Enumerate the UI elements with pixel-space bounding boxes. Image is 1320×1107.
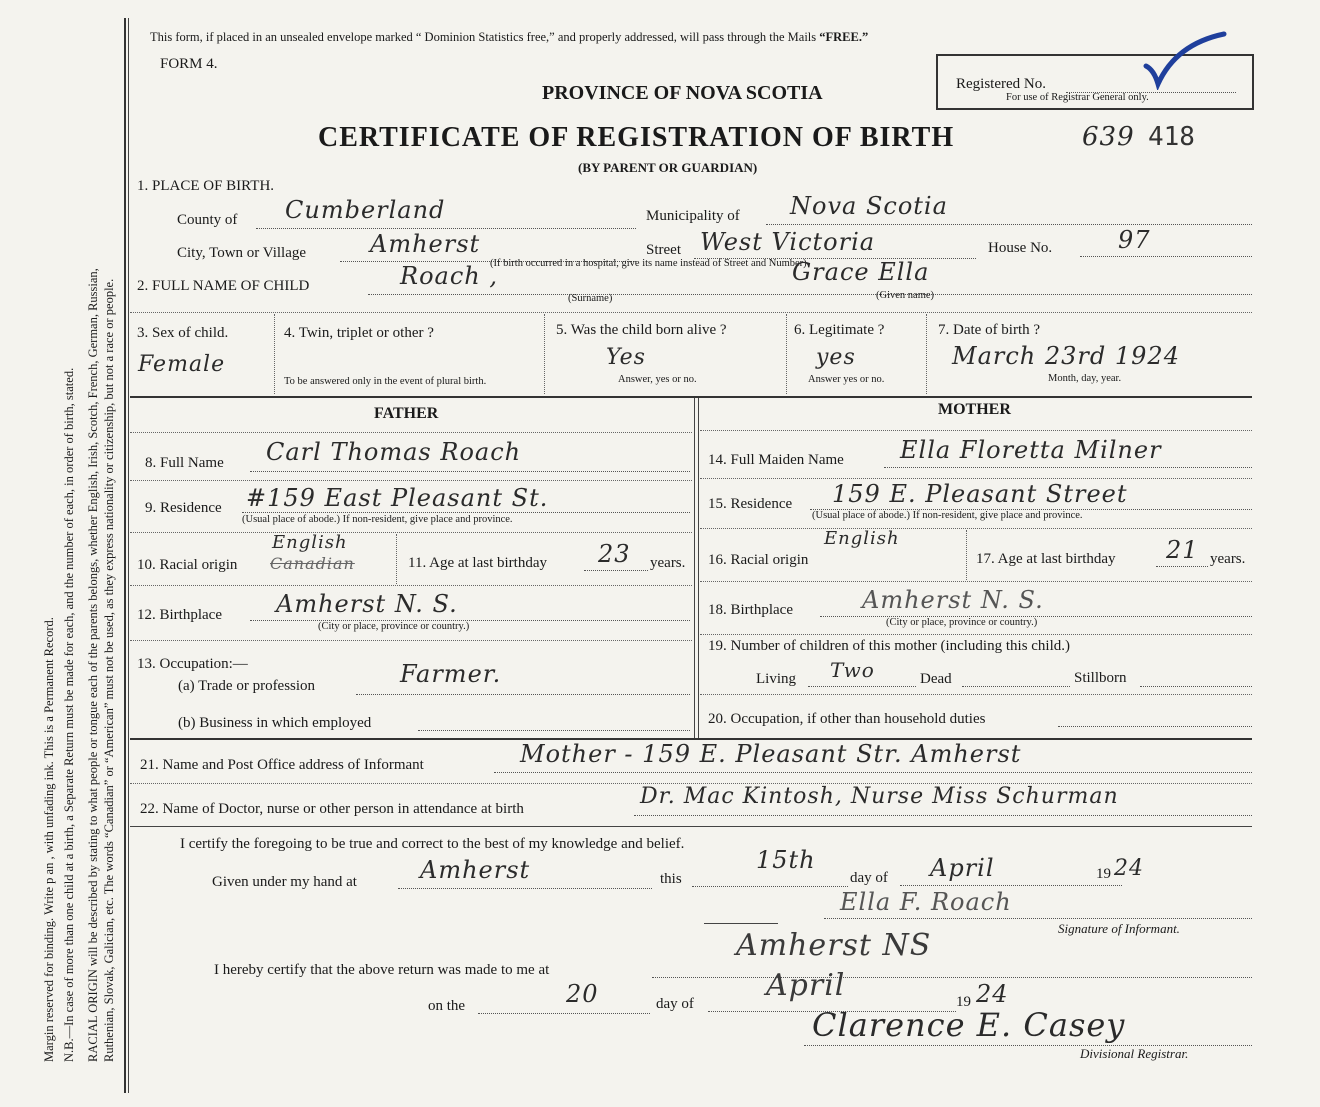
county-value: Cumberland bbox=[285, 196, 446, 224]
father-name-label: 8. Full Name bbox=[145, 455, 224, 471]
legitimate-label: 6. Legitimate ? bbox=[794, 322, 885, 338]
mother-children-label: 19. Number of children of this mother (including this child.) bbox=[708, 638, 1071, 654]
mother-birthplace-value: Amherst N. S. bbox=[862, 586, 1044, 614]
postal-free: “FREE.” bbox=[819, 30, 869, 44]
alive-label: 5. Was the child born alive ? bbox=[556, 322, 727, 338]
given-month-value: April bbox=[930, 854, 995, 882]
living-label: Living bbox=[756, 671, 796, 687]
given-day-line bbox=[692, 886, 848, 887]
father-birthplace-line bbox=[250, 620, 690, 621]
living-line bbox=[808, 686, 916, 687]
doctor-value: Dr. Mac Kintosh, Nurse Miss Schurman bbox=[640, 784, 1119, 809]
doctor-line bbox=[634, 815, 1252, 816]
father-residence-line bbox=[242, 512, 690, 513]
mother-divider-2 bbox=[700, 478, 1252, 479]
registrar-year-prefix: 19 bbox=[956, 994, 971, 1010]
child-name-label: 2. FULL NAME OF CHILD bbox=[137, 278, 310, 294]
registrar-signature-caption: Divisional Registrar. bbox=[1080, 1046, 1189, 1061]
this-label: this bbox=[660, 871, 682, 887]
stillborn-line bbox=[1140, 686, 1252, 687]
mother-name-line bbox=[884, 467, 1252, 468]
father-name-line bbox=[250, 471, 690, 472]
father-race-divider bbox=[396, 534, 397, 584]
registered-no-label: Registered No. bbox=[956, 76, 1046, 92]
divider-22 bbox=[130, 826, 1252, 827]
mother-race-value: English bbox=[824, 528, 900, 549]
doctor-label: 22. Name of Doctor, nurse or other person in attendance at birth bbox=[140, 801, 524, 817]
mother-race-label: 16. Racial origin bbox=[708, 552, 809, 568]
father-years-label: years. bbox=[650, 555, 686, 571]
margin-note-3: RACIAL ORIGIN will be described by stating to what people or tongue each of the parents belongs, whether English, Irish, Scotch, French, German, Russian, bbox=[86, 268, 100, 1062]
sex-value: Female bbox=[138, 352, 226, 377]
father-residence-label: 9. Residence bbox=[145, 500, 222, 516]
municipality-label: Municipality of bbox=[646, 208, 740, 224]
dob-note: Month, day, year. bbox=[1048, 373, 1122, 384]
father-race-label: 10. Racial origin bbox=[137, 557, 238, 573]
mother-divider-3 bbox=[700, 528, 1252, 529]
page-title: CERTIFICATE OF REGISTRATION OF BIRTH bbox=[318, 122, 955, 153]
father-trade-line bbox=[356, 694, 690, 695]
father-business-line bbox=[418, 730, 690, 731]
given-year-prefix: 19 bbox=[1096, 866, 1111, 882]
house-line bbox=[1080, 256, 1252, 257]
sex-label: 3. Sex of child. bbox=[137, 325, 229, 341]
registrar-signature: Clarence E. Casey bbox=[812, 1006, 1126, 1044]
father-residence-value: #159 East Pleasant St. bbox=[246, 484, 549, 512]
father-heading: FATHER bbox=[374, 405, 439, 422]
dob-value: March 23rd 1924 bbox=[952, 342, 1180, 370]
mother-birthplace-note: (City or place, province or country.) bbox=[886, 617, 1038, 628]
mother-occupation-label: 20. Occupation, if other than household duties bbox=[708, 711, 986, 727]
registrar-day-line bbox=[478, 1013, 650, 1014]
house-label: House No. bbox=[988, 240, 1053, 256]
stillborn-label: Stillborn bbox=[1074, 670, 1127, 686]
informant-line bbox=[494, 772, 1252, 773]
certificate-number-hw: 639 bbox=[1082, 122, 1135, 152]
father-business-label: (b) Business in which employed bbox=[178, 715, 372, 731]
mother-residence-value: 159 E. Pleasant Street bbox=[832, 480, 1128, 508]
mother-divider-4 bbox=[700, 581, 1252, 582]
certificate-number-stamp: 418 bbox=[1148, 122, 1195, 152]
given-month-line bbox=[900, 885, 1122, 886]
given-name-caption: (Given name) bbox=[876, 290, 935, 301]
city-value: Amherst bbox=[370, 230, 481, 258]
dob-label: 7. Date of birth ? bbox=[938, 322, 1041, 338]
house-value: 97 bbox=[1118, 226, 1151, 254]
mother-name-label: 14. Full Maiden Name bbox=[708, 452, 844, 468]
dead-label: Dead bbox=[920, 671, 952, 687]
mother-divider-1 bbox=[700, 430, 1252, 431]
street-label: Street bbox=[646, 242, 681, 258]
divider-parents-center bbox=[694, 398, 695, 738]
city-label: City, Town or Village bbox=[177, 245, 307, 261]
county-line bbox=[256, 228, 636, 229]
given-place-value: Amherst bbox=[420, 856, 531, 884]
signature-rule bbox=[704, 923, 778, 924]
postal-note-text: This form, if placed in an unsealed envelope marked “ Dominion Statistics free,” and properly addressed, will pass through the Mails bbox=[150, 30, 817, 44]
registrar-day-of-label: day of bbox=[656, 996, 694, 1012]
registrar-month-value: April bbox=[766, 968, 846, 1003]
twin-note: To be answered only in the event of plural birth. bbox=[284, 376, 487, 387]
province-heading: PROVINCE OF NOVA SCOTIA bbox=[542, 82, 823, 104]
father-residence-note: (Usual place of abode.) If non-resident, give place and province. bbox=[242, 514, 513, 525]
father-birthplace-value: Amherst N. S. bbox=[276, 590, 458, 618]
father-age-value: 23 bbox=[598, 540, 631, 568]
father-age-label: 11. Age at last birthday bbox=[408, 555, 547, 571]
street-value: West Victoria bbox=[700, 228, 876, 256]
mother-name-value: Ella Floretta Milner bbox=[900, 436, 1162, 464]
divider-col3 bbox=[786, 314, 787, 394]
registrar-use-note: For use of Registrar General only. bbox=[1006, 92, 1149, 103]
father-divider-3 bbox=[130, 532, 692, 533]
registrar-day-value: 20 bbox=[566, 980, 599, 1008]
form-number: FORM 4. bbox=[160, 56, 218, 72]
father-divider-5 bbox=[130, 640, 692, 641]
informant-signature: Ella F. Roach bbox=[840, 888, 1012, 916]
divider-parents-top bbox=[130, 396, 1252, 398]
father-trade-value: Farmer. bbox=[400, 660, 502, 688]
father-birthplace-label: 12. Birthplace bbox=[137, 607, 222, 623]
certify-text: I certify the foregoing to be true and correct to the best of my knowledge and belief. bbox=[180, 836, 685, 852]
informant-signature-caption: Signature of Informant. bbox=[1058, 921, 1180, 936]
margin-rule-inner bbox=[128, 18, 129, 1093]
postal-note bbox=[150, 30, 868, 45]
given-label: Given under my hand at bbox=[212, 874, 357, 890]
margin-note-4: Ruthenian, Slovak, Galician, etc. The words “Canadian” or “American” must not be used, as they express nationality or citizenship, but not a race or people. bbox=[102, 278, 116, 1062]
surname-caption: (Surname) bbox=[568, 293, 613, 304]
father-age-line bbox=[584, 570, 648, 571]
page-subtitle: (BY PARENT OR GUARDIAN) bbox=[578, 160, 758, 175]
legitimate-note: Answer yes or no. bbox=[808, 374, 885, 385]
mother-occupation-line bbox=[1058, 726, 1252, 727]
child-surname: Roach , bbox=[400, 262, 498, 290]
living-value: Two bbox=[830, 658, 875, 682]
informant-value: Mother - 159 E. Pleasant Str. Amherst bbox=[520, 740, 1022, 768]
mother-years-label: years. bbox=[1210, 551, 1246, 567]
divider-row3-top bbox=[130, 312, 1252, 313]
twin-label: 4. Twin, triplet or other ? bbox=[284, 325, 434, 341]
margin-note-2: N.B.—In case of more than one child at a birth, a Separate Return must be made for each, and the number of each, in order of birth, stated. bbox=[62, 367, 76, 1062]
father-trade-label: (a) Trade or profession bbox=[178, 678, 316, 694]
mother-race-divider bbox=[966, 530, 967, 580]
father-divider-2 bbox=[130, 480, 692, 481]
dead-line bbox=[962, 686, 1070, 687]
father-race-value: English bbox=[272, 532, 348, 553]
margin-note-1: Margin reserved for binding. Write p an , with unfading ink. This is a Permanent Record. bbox=[42, 617, 56, 1062]
registrar-on-label: on the bbox=[428, 998, 466, 1014]
father-divider-1 bbox=[130, 432, 692, 433]
registrar-year-value: 24 bbox=[976, 980, 1009, 1008]
mother-birthplace-label: 18. Birthplace bbox=[708, 602, 793, 618]
father-divider-4 bbox=[130, 585, 692, 586]
mother-residence-note: (Usual place of abode.) If non-resident, give place and province. bbox=[812, 510, 1083, 521]
mother-divider-5 bbox=[700, 634, 1252, 635]
registrar-place-value: Amherst NS bbox=[736, 928, 932, 963]
informant-label: 21. Name and Post Office address of Informant bbox=[140, 757, 424, 773]
given-year-value: 24 bbox=[1114, 856, 1144, 881]
margin-rule bbox=[124, 18, 126, 1093]
informant-signature-line bbox=[824, 918, 1252, 919]
hospital-note: (If birth occurred in a hospital, give its name instead of Street and Number) bbox=[490, 258, 807, 269]
divider-parents-center-2 bbox=[698, 398, 699, 738]
father-occupation-label: 13. Occupation:— bbox=[137, 656, 248, 672]
child-given-name: Grace Ella bbox=[792, 258, 930, 286]
divider-col1 bbox=[274, 314, 275, 394]
mother-age-line bbox=[1156, 566, 1208, 567]
given-place-line bbox=[398, 888, 652, 889]
divider-col4 bbox=[926, 314, 927, 394]
divider-col2 bbox=[544, 314, 545, 394]
county-label: County of bbox=[177, 212, 238, 228]
municipality-line bbox=[766, 224, 1252, 225]
given-day-value: 15th bbox=[756, 846, 816, 874]
child-name-line bbox=[368, 294, 1252, 295]
given-day-of-label: day of bbox=[850, 870, 888, 886]
alive-note: Answer, yes or no. bbox=[618, 374, 697, 385]
mother-heading: MOTHER bbox=[938, 401, 1011, 418]
alive-value: Yes bbox=[606, 345, 646, 370]
mother-divider-6 bbox=[700, 694, 1252, 695]
registrar-place-line bbox=[652, 977, 1252, 978]
mother-age-label: 17. Age at last birthday bbox=[976, 551, 1116, 567]
father-birthplace-note: (City or place, province or country.) bbox=[318, 621, 470, 632]
place-of-birth-label: 1. PLACE OF BIRTH. bbox=[137, 178, 275, 194]
municipality-value: Nova Scotia bbox=[790, 192, 948, 220]
mother-residence-label: 15. Residence bbox=[708, 496, 793, 512]
father-name-value: Carl Thomas Roach bbox=[266, 438, 522, 466]
registrar-text: I hereby certify that the above return was made to me at bbox=[214, 962, 550, 978]
legitimate-value: yes bbox=[816, 345, 856, 370]
checkmark-icon bbox=[1140, 30, 1230, 90]
father-race-struck: Canadian bbox=[270, 554, 355, 573]
mother-age-value: 21 bbox=[1166, 536, 1199, 564]
